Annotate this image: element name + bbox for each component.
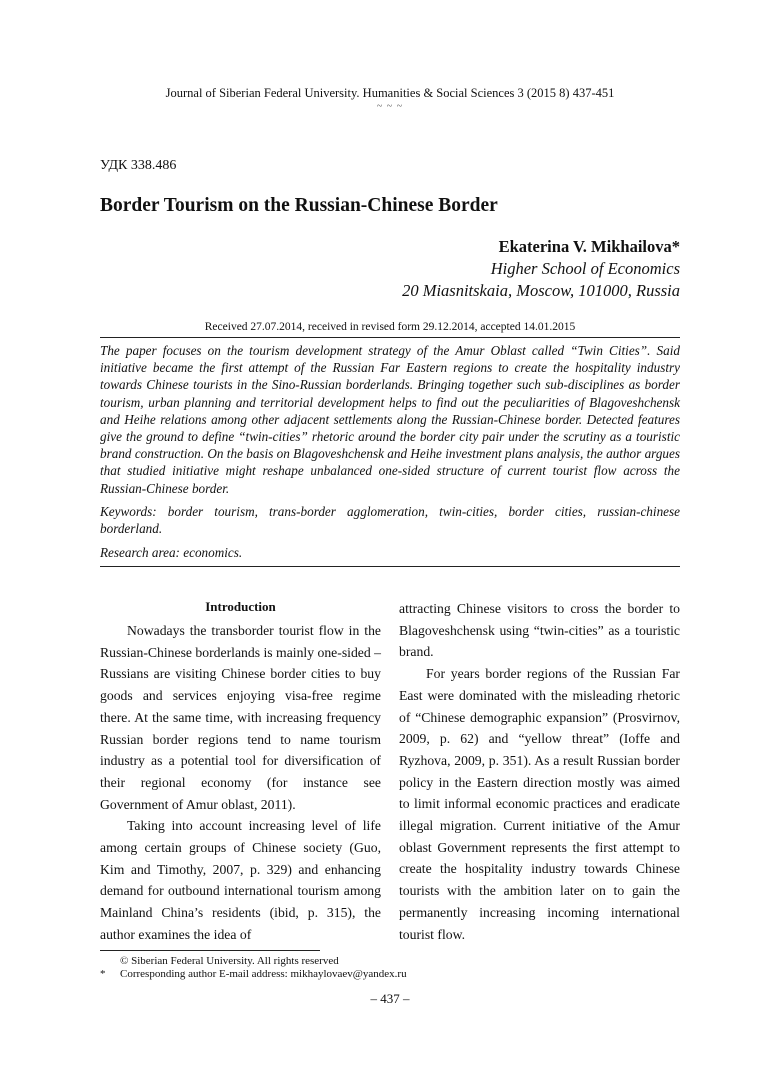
copyright-text: © Siberian Federal University. All rights reserved xyxy=(120,955,339,967)
abstract-text: The paper focuses on the tourism development strategy of the Amur Oblast called “Twin Cities”. Said initiative became the first attempt of the Russian Far Eastern regions to create the hospitality industry towards Chinese tourists in the Sino-Russian borderlands. Bringing together such sub-disciplines as border tourism, urban planning and territorial development helps to find out the peculiarities of Blagoveshchensk and Heihe relations among other adjacent settlements along the Russian-Chinese border. Detected features give the ground to define “twin-cities” rhetoric around the border city pair under the scrutiny as a touristic brand construction. On the basis on Blagoveshchensk and Heihe investment plans analysis, the author argues that studied initiative might reshape unbalanced one-sided structure of current tourist flow across the Russian-Chinese border. xyxy=(100,343,680,496)
abstract-bottom-rule xyxy=(100,566,680,567)
right-column xyxy=(399,598,680,945)
body-paragraph: Taking into account increasing level of life among certain groups of Chinese society (Guo, Kim and Timothy, 2007, p. 329) and enhancing demand for outbound international tourism among Mainland China’s residents (ibid, p. 315), the author examines the idea of xyxy=(100,818,381,942)
author-block xyxy=(402,236,680,302)
author-address: 20 Miasnitskaia, Moscow, 101000, Russia xyxy=(402,281,680,300)
received-dates: Received 27.07.2014, received in revised form 29.12.2014, accepted 14.01.2015 xyxy=(204,321,576,333)
udk-code: УДК 338.486 xyxy=(100,158,177,173)
left-column xyxy=(100,598,381,946)
author-name: Ekaterina V. Mikhailova* xyxy=(498,237,680,256)
journal-header: Journal of Siberian Federal University. Humanities & Social Sciences 3 (2015 8) 437-451 xyxy=(165,86,615,100)
article-title: Border Tourism on the Russian-Chinese Border xyxy=(100,195,498,216)
footnote-mark: * xyxy=(100,968,106,980)
footnote-rule xyxy=(100,950,320,951)
research-area: Research area: economics. xyxy=(100,545,243,560)
corresponding-author-text: Corresponding author E-mail address: mikhaylovaev@yandex.ru xyxy=(120,968,407,980)
copyright-footnote xyxy=(100,955,339,968)
author-affiliation: Higher School of Economics xyxy=(490,259,680,278)
header-separator: ~ ~ ~ xyxy=(376,101,404,112)
keywords: Keywords: border tourism, trans-border agglomeration, twin-cities, border cities, russian-chinese borderland. xyxy=(100,504,680,537)
introduction-heading: Introduction xyxy=(205,599,276,614)
page-number: – 437 – xyxy=(370,991,410,1006)
body-paragraph: For years border regions of the Russian Far East were dominated with the misleading rhetoric of “Chinese demographic expansion” (Prosvirnov, 2009, p. 62) and “yellow threat” (Ioffe and Ryzhova, 2009, p. 351). As a result Russian border policy in the Eastern direction mostly was aimed to limit informal economic practices and eradicate illegal migration. Current initiative of the Amur oblast Government represents the first attempt to create the hospitality industry towards Chinese tourists with the ambition later on to gain the permanently increasing incoming international tourist flow. xyxy=(399,666,680,942)
body-paragraph-continuation: attracting Chinese visitors to cross the border to Blagoveshchensk using “twin-cities” as a touristic brand. xyxy=(399,601,680,660)
abstract-top-rule xyxy=(100,337,680,338)
corresponding-author-footnote xyxy=(100,968,407,981)
body-paragraph: Nowadays the transborder tourist flow in the Russian-Chinese borderlands is mainly one-sided – Russians are visiting Chinese border cities to buy goods and services enjoying visa-free regime there. At the same time, with increasing frequency Russian border regions tend to name tourism industry as a potential tool for diversification of their regional economy (for instance see Government of Amur oblast, 2011). xyxy=(100,623,381,812)
